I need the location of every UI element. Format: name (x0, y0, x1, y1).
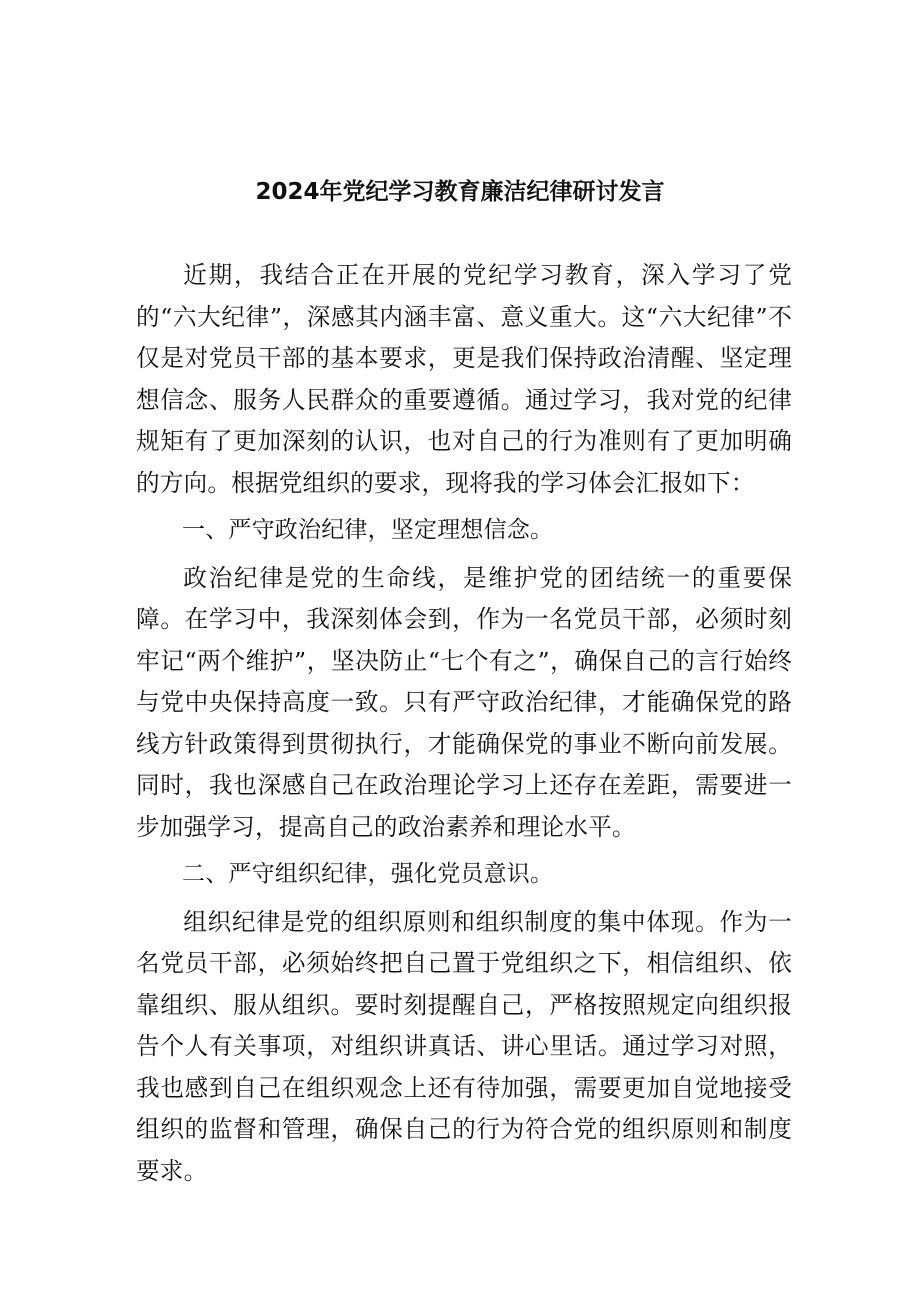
document-title: 2024年党纪学习教育廉洁纪律研讨发言 (255, 179, 665, 205)
section-paragraph-1: 政治纪律是党的生命线，是维护党的团结统一的重要保障。在学习中，我深刻体会到，作为一名党员干部，必须时刻牢记“两个维护”，坚决防止“七个有之”，确保自己的言行始终与党中央保持高度一致。只有严守政治纪律，才能确保党的路线方针政策得到贯彻执行，才能确保党的事业不断向前发展。同时，我也深感自己在政治理论学习上还存在差距，需要进一步加强学习，提高自己的政治素养和理论水平。 (136, 563, 792, 841)
section-paragraph-2: 组织纪律是党的组织原则和组织制度的集中体现。作为一名党员干部，必须始终把自己置于党组织之下，相信组织、依靠组织、服从组织。要时刻提醒自己，严格按照规定向组织报告个人有关事项，对组织讲真话、讲心里话。通过学习对照，我也感到自己在组织观念上还有待加强，需要更加自觉地接受组织的监督和管理，确保自己的行为符合党的组织原则和制度要求。 (136, 907, 792, 1185)
document-body (136, 255, 792, 1192)
intro-paragraph: 近期，我结合正在开展的党纪学习教育，深入学习了党的“六大纪律”，深感其内涵丰富、意义重大。这“六大纪律”不仅是对党员干部的基本要求，更是我们保持政治清醒、坚定理想信念、服务人民群众的重要遵循。通过学习，我对党的纪律规矩有了更加深刻的认识，也对自己的行为准则有了更加明确的方向。根据党组织的要求，现将我的学习体会汇报如下： (136, 261, 792, 497)
section-heading-1: 一、严守政治纪律，坚定理想信念。 (182, 517, 554, 543)
section-heading-2: 二、严守组织纪律，强化党员意识。 (182, 861, 554, 887)
